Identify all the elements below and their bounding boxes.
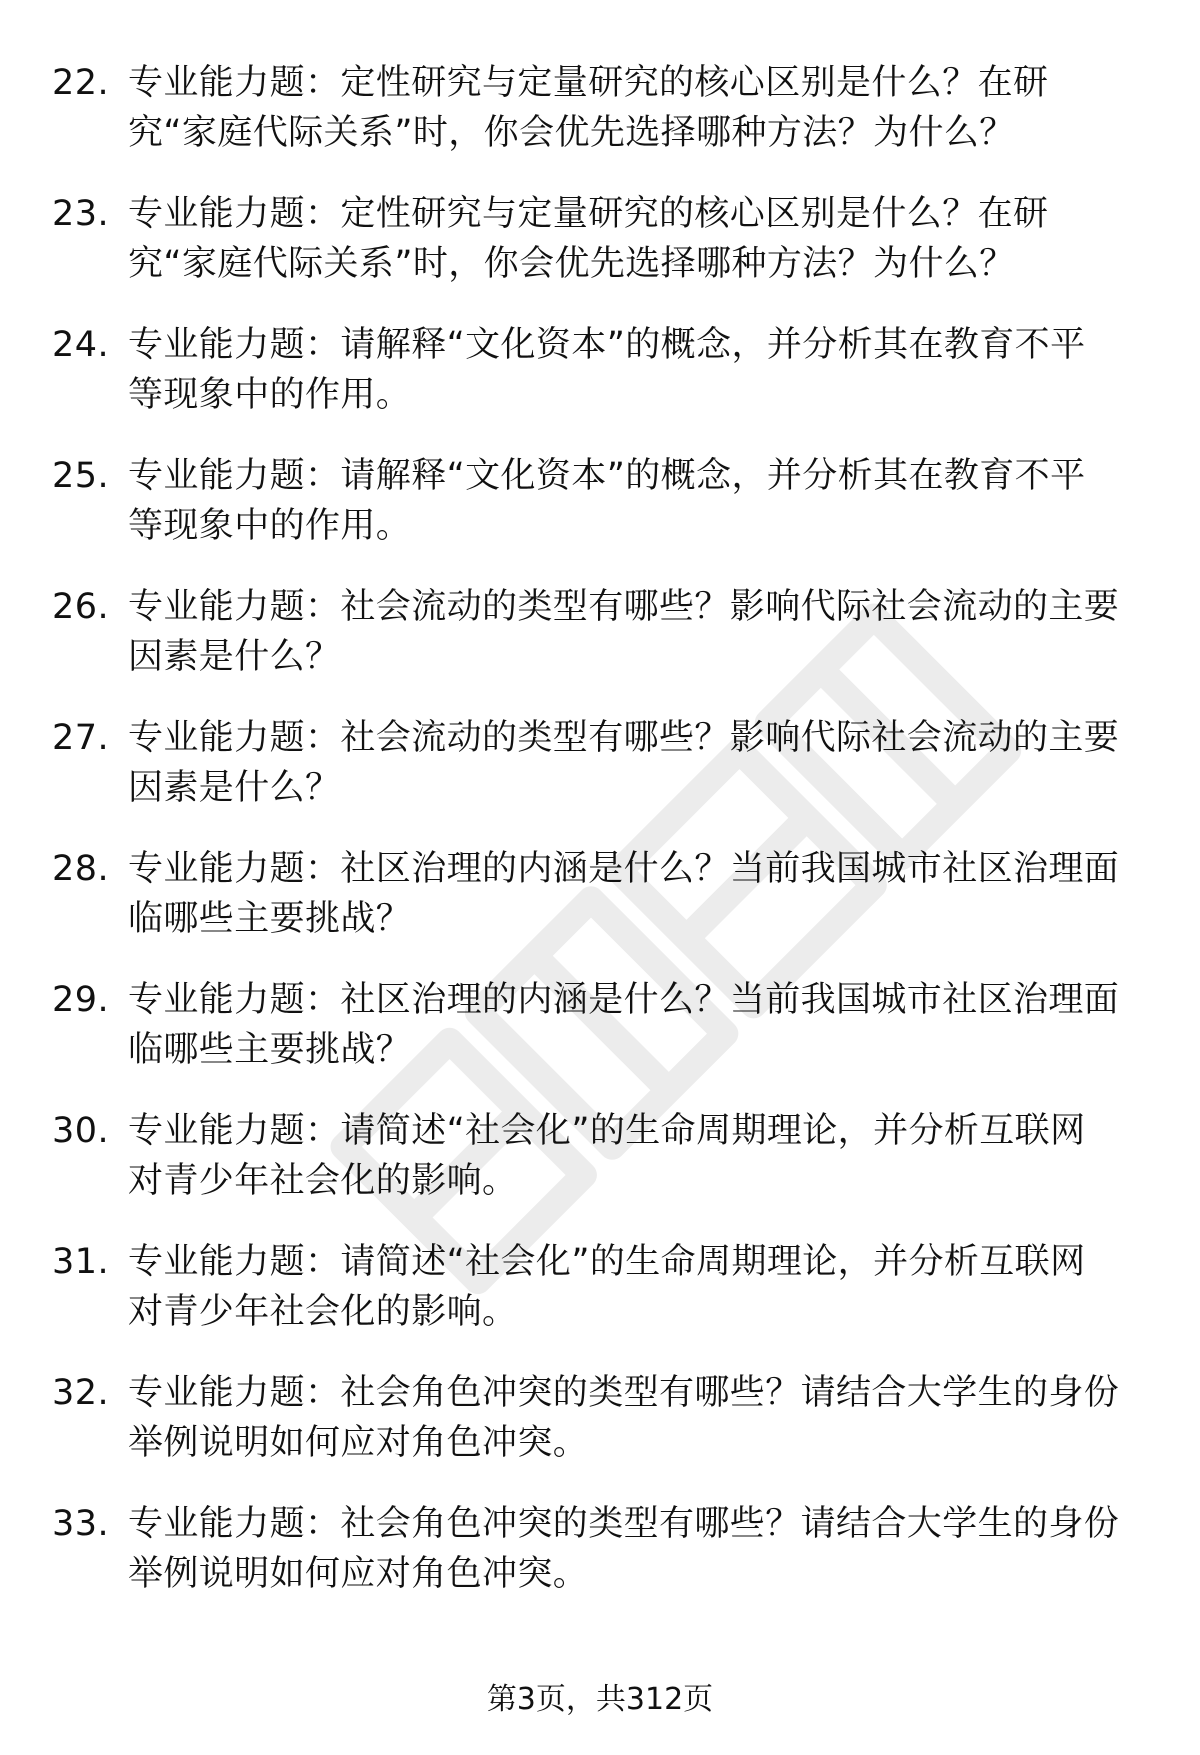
question-text-line: 究“家庭代际关系”时，你会优先选择哪种方法？为什么？	[128, 244, 1015, 284]
question-number: 25.	[52, 456, 110, 496]
question-text-line: 专业能力题：社会角色冲突的类型有哪些？请结合大学生的身份	[128, 1504, 1120, 1544]
question-text-line: 专业能力题：社会流动的类型有哪些？影响代际社会流动的主要	[128, 587, 1120, 627]
question-text	[128, 582, 1138, 682]
question-text-line: 临哪些主要挑战？	[128, 1030, 412, 1070]
question-text	[128, 320, 1138, 420]
question-number: 26.	[52, 587, 110, 627]
question-text-line: 举例说明如何应对角色冲突。	[128, 1554, 589, 1594]
question-text	[128, 451, 1138, 551]
question-number: 31.	[52, 1242, 110, 1282]
question-text-line: 专业能力题：社区治理的内涵是什么？当前我国城市社区治理面	[128, 980, 1120, 1020]
question-number: 23.	[52, 194, 110, 234]
question-text-line: 究“家庭代际关系”时，你会优先选择哪种方法？为什么？	[128, 113, 1015, 153]
question-text	[128, 1368, 1138, 1468]
question-text	[128, 1237, 1138, 1337]
question-item	[0, 975, 1200, 1106]
question-number: 22.	[52, 63, 110, 103]
question-text-line: 专业能力题：请解释“文化资本”的概念，并分析其在教育不平	[128, 325, 1086, 365]
question-item	[0, 713, 1200, 844]
page-number: 第3页，共312页	[486, 1682, 714, 1717]
question-text	[128, 58, 1138, 158]
question-text-line: 专业能力题：社区治理的内涵是什么？当前我国城市社区治理面	[128, 849, 1120, 889]
question-item	[0, 1499, 1200, 1630]
question-text-line: 等现象中的作用。	[128, 375, 412, 415]
question-number: 28.	[52, 849, 110, 889]
question-text-line: 对青少年社会化的影响。	[128, 1161, 518, 1201]
question-item	[0, 1237, 1200, 1368]
question-number: 33.	[52, 1504, 110, 1544]
question-text-line: 对青少年社会化的影响。	[128, 1292, 518, 1332]
question-text-line: 专业能力题：定性研究与定量研究的核心区别是什么？在研	[128, 63, 1049, 103]
question-item	[0, 582, 1200, 713]
question-item	[0, 1106, 1200, 1237]
question-text	[128, 844, 1138, 944]
question-item	[0, 451, 1200, 582]
question-text-line: 专业能力题：定性研究与定量研究的核心区别是什么？在研	[128, 194, 1049, 234]
question-text	[128, 1499, 1138, 1599]
question-list	[0, 58, 1200, 1630]
question-text-line: 因素是什么？	[128, 768, 341, 808]
question-number: 32.	[52, 1373, 110, 1413]
question-number: 30.	[52, 1111, 110, 1151]
question-text	[128, 189, 1138, 289]
question-item	[0, 1368, 1200, 1499]
question-item	[0, 320, 1200, 451]
question-item	[0, 844, 1200, 975]
question-number: 29.	[52, 980, 110, 1020]
question-text-line: 专业能力题：社会流动的类型有哪些？影响代际社会流动的主要	[128, 718, 1120, 758]
question-number: 27.	[52, 718, 110, 758]
question-text-line: 举例说明如何应对角色冲突。	[128, 1423, 589, 1463]
question-text-line: 专业能力题：请解释“文化资本”的概念，并分析其在教育不平	[128, 456, 1086, 496]
question-number: 24.	[52, 325, 110, 365]
question-text-line: 专业能力题：请简述“社会化”的生命周期理论，并分析互联网	[128, 1111, 1086, 1151]
question-text	[128, 975, 1138, 1075]
question-text-line: 临哪些主要挑战？	[128, 899, 412, 939]
question-text-line: 因素是什么？	[128, 637, 341, 677]
question-item	[0, 58, 1200, 189]
question-text	[128, 1106, 1138, 1206]
question-text	[128, 713, 1138, 813]
question-item	[0, 189, 1200, 320]
question-text-line: 专业能力题：社会角色冲突的类型有哪些？请结合大学生的身份	[128, 1373, 1120, 1413]
question-text-line: 等现象中的作用。	[128, 506, 412, 546]
question-text-line: 专业能力题：请简述“社会化”的生命周期理论，并分析互联网	[128, 1242, 1086, 1282]
